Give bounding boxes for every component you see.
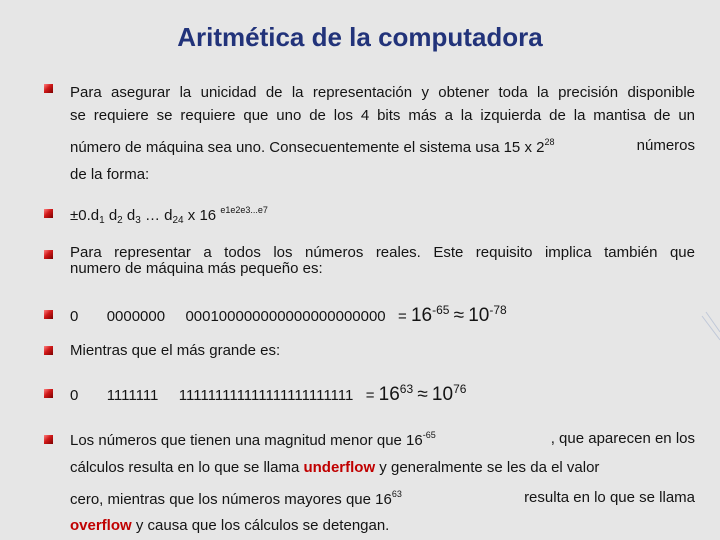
largest-number — [70, 382, 695, 406]
paragraph-text — [70, 137, 554, 156]
base-value: 16 — [410, 305, 433, 326]
base-value: 16 — [378, 384, 400, 405]
exponent: 63 — [391, 489, 402, 499]
paragraph-text — [70, 430, 436, 449]
underflow-term: underflow — [303, 459, 376, 476]
exponent: 28 — [544, 137, 555, 147]
subscript: 3 — [135, 215, 141, 226]
exponent: 63 — [399, 382, 414, 396]
paragraph-line: se requiere se requiere que uno de los 4 bits más a la izquierda de la mantisa de un — [70, 107, 695, 124]
number-form: $\pm 0.d_1$ $d_2$ $d_3$ … $d_{24}$ x 16 $^{e1e2e3...e7}$ — [70, 205, 268, 226]
bullet-icon — [44, 250, 53, 259]
paragraph-unicidad — [70, 80, 695, 107]
form-base: x 16 — [183, 207, 221, 224]
base-value: 10 — [431, 384, 454, 405]
subscript: 24 — [172, 215, 184, 226]
subscript: 1 — [99, 215, 105, 226]
bullet-icon — [44, 346, 53, 355]
paragraph-text-pre: Los números que tienen una magnitud menor que 16 — [70, 432, 423, 449]
paragraph-text-pre: cálculos resulta en lo que se llama — [70, 459, 304, 476]
paragraph-underflow-line-4 — [70, 517, 695, 534]
paragraph-underflow-line-1 — [70, 430, 695, 449]
paragraph-representar — [70, 245, 695, 261]
paragraph-line-2-wrap — [70, 107, 695, 124]
exponent: e1e2e3...e7 — [220, 205, 268, 215]
sign-bit: 0 — [70, 387, 79, 404]
exponent-bits: 1111111 — [106, 387, 159, 404]
paragraph-text-post: y causa que los cálculos se detengan. — [131, 517, 390, 534]
mantissa-bits: 111111111111111111111111 — [178, 387, 354, 404]
paragraph-text-pre: número de máquina sea uno. Consecuentemente el sistema usa 15 x 2 — [70, 139, 545, 156]
exponent: -65 — [432, 303, 450, 317]
approx-sign: ≈ — [453, 305, 465, 326]
smallest-number — [70, 303, 695, 327]
paragraph-text-post: números — [636, 137, 695, 154]
bullet-icon — [44, 310, 53, 319]
approx-sign: ≈ — [417, 384, 428, 405]
slide-title: Aritmética de la computadora — [177, 22, 543, 52]
exponent: -78 — [489, 303, 507, 317]
form-ellipsis: … d — [140, 207, 173, 224]
equals-sign: = — [365, 387, 375, 404]
bullet-icon — [44, 84, 53, 93]
bullet-icon — [44, 209, 53, 218]
paragraph-text-post: resulta en lo que se llama — [524, 489, 695, 506]
exponent: -65 — [422, 430, 436, 440]
paragraph-underflow-line-3 — [70, 489, 695, 508]
form-digit: d — [126, 207, 136, 224]
bullet-icon — [44, 389, 53, 398]
paragraph-text-post: y generalmente se les da el valor — [375, 459, 600, 476]
exponent: 76 — [453, 382, 467, 396]
decorative-corner-lines — [700, 310, 720, 350]
paragraph-line-3 — [70, 137, 695, 156]
paragraph-underflow-line-2 — [70, 459, 695, 476]
mantissa-bits: 000100000000000000000000 — [185, 308, 386, 325]
equals-sign: = — [398, 308, 407, 325]
subscript: 2 — [117, 215, 123, 226]
overflow-term: overflow — [70, 517, 132, 534]
bullet-icon — [44, 435, 53, 444]
paragraph-text-post: , que aparecen en los — [550, 430, 695, 447]
paragraph-line: Para asegurar la unicidad de la representación y obtener toda la precisión disponible — [70, 84, 695, 101]
exponent-bits: 0000000 — [106, 308, 166, 325]
paragraph-text — [70, 489, 402, 508]
paragraph-line-4: de la forma: — [70, 166, 150, 183]
base-value: 10 — [468, 305, 490, 326]
paragraph-line: numero de máquina más pequeño es: — [70, 260, 323, 277]
form-prefix: ±0.d — [70, 207, 100, 224]
paragraph-line: Para representar a todos los números reales. Este requisito implica también que — [70, 244, 695, 261]
sign-bit: 0 — [70, 308, 79, 325]
paragraph-mayor: Mientras que el más grande es: — [70, 342, 281, 359]
paragraph-text-pre: cero, mientras que los números mayores que 16 — [70, 491, 392, 508]
